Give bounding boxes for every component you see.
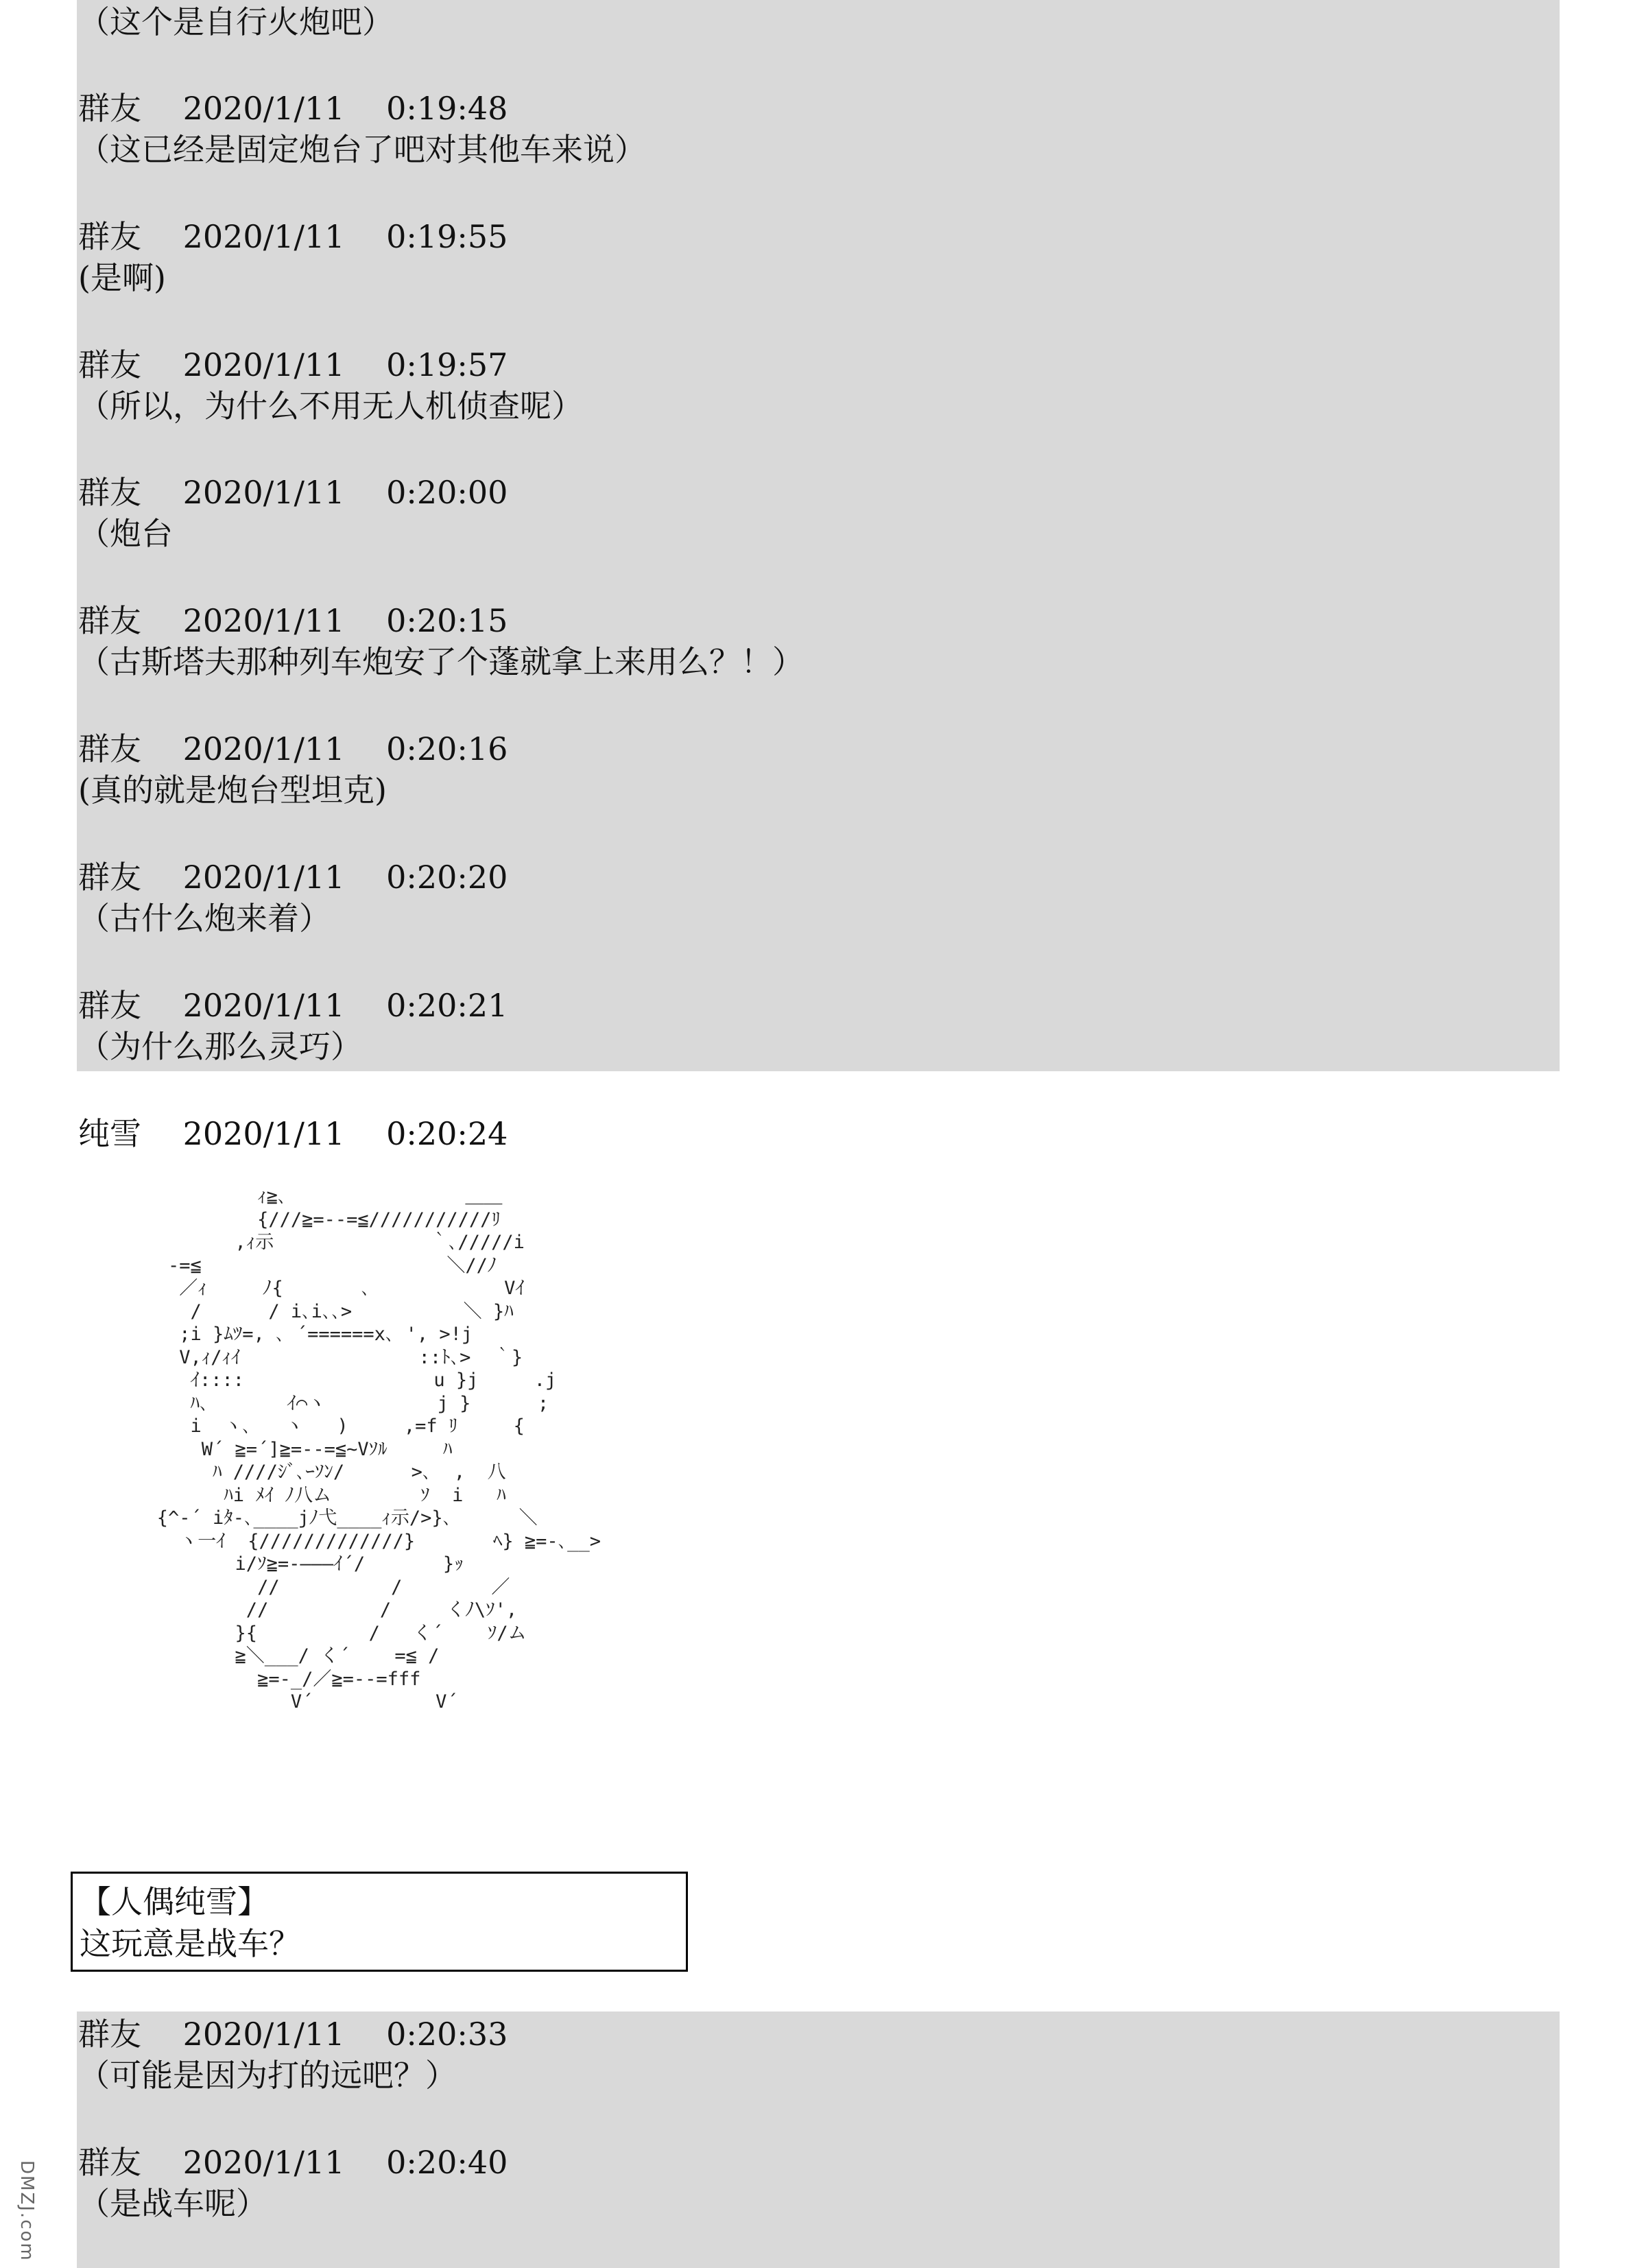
chat-message: （可能是因为打的远吧？） — [78, 2057, 457, 2094]
chat-header: 群友 2020/1/11 0:19:48 — [78, 90, 508, 127]
speech-box — [71, 1872, 688, 1972]
chat-message: （古斯塔夫那种列车炮安了个蓬就拿上来用么？！） — [78, 643, 804, 680]
chat-message: （所以，为什么不用无人机侦查呢） — [78, 387, 583, 425]
chat-header: 群友 2020/1/11 0:19:57 — [78, 346, 508, 383]
chat-message: (是啊) — [78, 259, 166, 296]
chat-message: （是战车呢） — [78, 2185, 267, 2222]
ascii-art-character: ｨ≧､ ＿＿ {///≧=--=≦///////////ﾘ ,ｨ示 ｀､/////i -=≦ ＼//ﾉ ／ｨ ﾉ{ ､ Vｲ / / i､i､､> ＼ }ﾊ ;i }ﾑﾂ=, ､ ´======x､ ', >!j V,ｨ/ｨｲ ::ﾄ､> ｀} ｲ:::: u }j .j ﾊ､ ｲ⌒ヽ j } ; i ヽ､ ヽ ) ,=f ﾘ { W´ ≧=´]≧=--=≦~Vｿﾙ ﾊ ﾊ ////ｼﾞ､ｰｿﾝ/ >､ , 八 ﾊi ﾒｲ ﾉ八ム ｿ i ﾊ {^-´ iﾀ-､____jﾉ弋____ｨ示/>}､ ＼ ヽ一ｲ {/////////////} ﾍ} ≧=-､__> i/ｿ≧=-―――ｲ´/ }ｯ // / ／ // / くﾉ\ｿ', }{ / く´ ｿ/ム ≧＼___/ く´ =≦ / ≧=-_/／≧=--=fff V´ V´ — [156, 1186, 601, 1712]
chat-message: （炮台 — [78, 515, 173, 552]
chat-header: 群友 2020/1/11 0:20:33 — [78, 2016, 508, 2053]
chat-header: 群友 2020/1/11 0:20:16 — [78, 730, 508, 767]
chat-message: （为什么那么灵巧） — [78, 1028, 362, 1065]
speaker-name: 【人偶纯雪】 — [80, 1883, 269, 1920]
chat-header: 群友 2020/1/11 0:20:21 — [78, 987, 508, 1024]
chat-message: (真的就是炮台型坦克) — [78, 772, 387, 809]
chat-header: 群友 2020/1/11 0:20:20 — [78, 859, 508, 896]
chat-message: （这个是自行火炮吧） — [78, 3, 394, 40]
chat-message: （古什么炮来着） — [78, 900, 331, 937]
chat-header: 群友 2020/1/11 0:20:40 — [78, 2144, 508, 2181]
main-post-header: 纯雪 2020/1/11 0:20:24 — [78, 1115, 508, 1152]
chat-header: 群友 2020/1/11 0:20:00 — [78, 474, 508, 511]
chat-header: 群友 2020/1/11 0:19:55 — [78, 218, 508, 255]
site-watermark: DMZJ.com — [16, 2160, 37, 2262]
chat-message: （这已经是固定炮台了吧对其他车来说） — [78, 131, 646, 168]
speech-line: 这玩意是战车？ — [80, 1925, 300, 1962]
chat-header: 群友 2020/1/11 0:20:15 — [78, 602, 508, 639]
